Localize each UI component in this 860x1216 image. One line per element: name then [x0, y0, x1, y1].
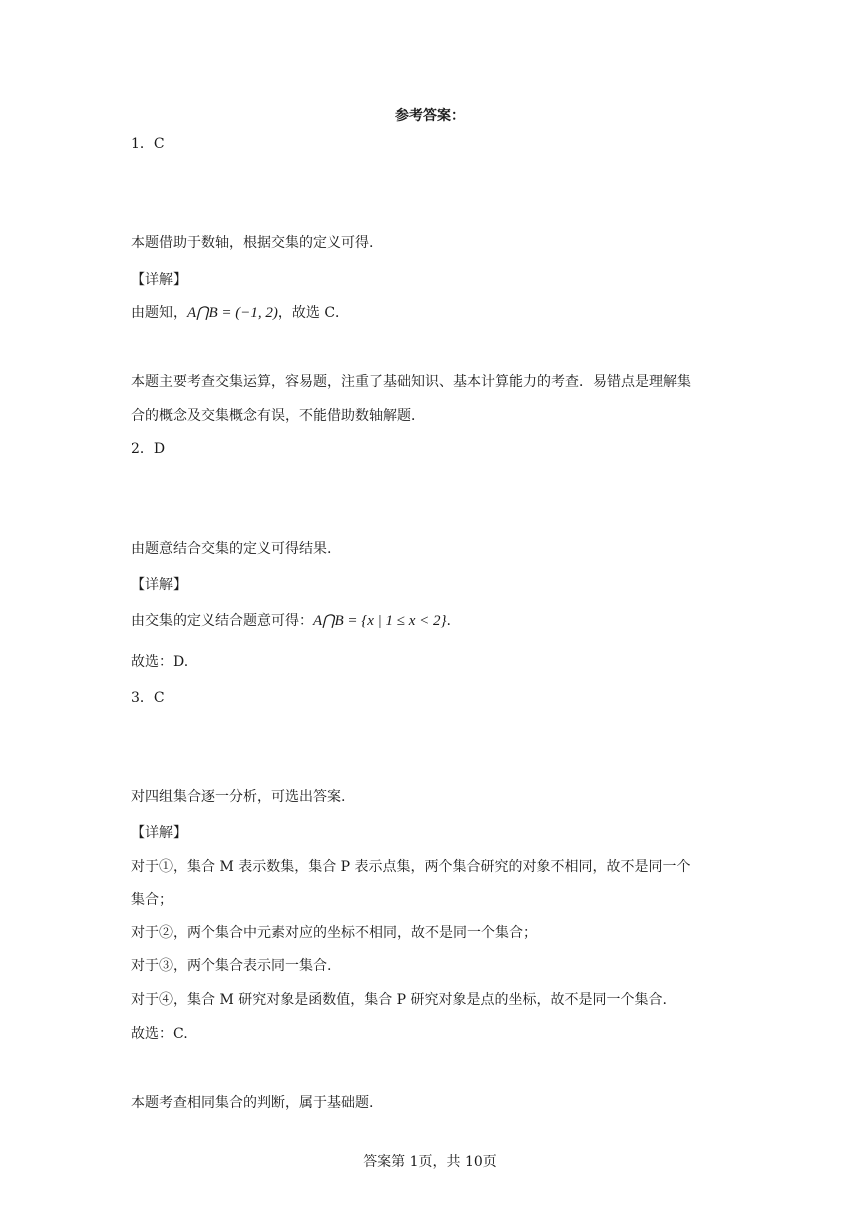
page-footer: 答案第 1页，共 10页 [363, 1154, 497, 1170]
answer-2-detail-suffix: . [446, 613, 451, 629]
answer-3-comment: 本题考查相同集合的判断，属于基础题. [131, 1095, 374, 1111]
answer-1-formula: A⋂B = (−1, 2) [187, 305, 278, 321]
answer-3-detail-line-3: 对于②，两个集合中元素对应的坐标不相同，故不是同一个集合； [131, 925, 537, 941]
answer-3-detail-tag: 【详解】 [131, 825, 187, 841]
answer-1-number: 1．C [131, 136, 165, 152]
answer-1-detail-suffix: ，故选 C． [277, 305, 350, 321]
answer-1-comment-line-2: 合的概念及交集概念有误，不能借助数轴解题． [131, 408, 425, 424]
answer-3-number: 3．C [131, 690, 165, 706]
answer-3-analysis: 对四组集合逐一分析，可选出答案. [131, 789, 346, 805]
answer-3-conclusion: 故选：C. [131, 1026, 188, 1042]
answer-3-detail-line-1: 对于①，集合 M 表示数集，集合 P 表示点集，两个集合研究的对象不相同，故不是同一个 [131, 859, 691, 875]
answer-3-detail-line-2: 集合； [131, 892, 173, 908]
answer-1-detail [131, 303, 349, 323]
answer-1-detail-tag: 【详解】 [131, 272, 187, 288]
answer-1-analysis: 本题借助于数轴，根据交集的定义可得. [131, 235, 374, 251]
answer-2-analysis: 由题意结合交集的定义可得结果. [131, 541, 332, 557]
answer-2-number: 2．D [131, 441, 166, 457]
page-title: 参考答案： [395, 108, 465, 124]
answer-1-comment-line-1: 本题主要考查交集运算，容易题，注重了基础知识、基本计算能力的考查．易错点是理解集 [131, 374, 691, 390]
answer-3-detail-line-4: 对于③，两个集合表示同一集合. [131, 958, 332, 974]
answer-2-detail-prefix: 由交集的定义结合题意可得： [131, 613, 313, 629]
answer-2-detail [131, 611, 451, 631]
answer-1-detail-prefix: 由题知， [131, 305, 187, 321]
answer-3-detail-line-5: 对于④，集合 M 研究对象是函数值，集合 P 研究对象是点的坐标，故不是同一个集合. [131, 992, 668, 1008]
answer-2-formula: A⋂B = {x | 1 ≤ x < 2} [313, 613, 447, 629]
answer-2-conclusion: 故选：D. [131, 654, 189, 670]
answer-2-detail-tag: 【详解】 [131, 577, 187, 593]
